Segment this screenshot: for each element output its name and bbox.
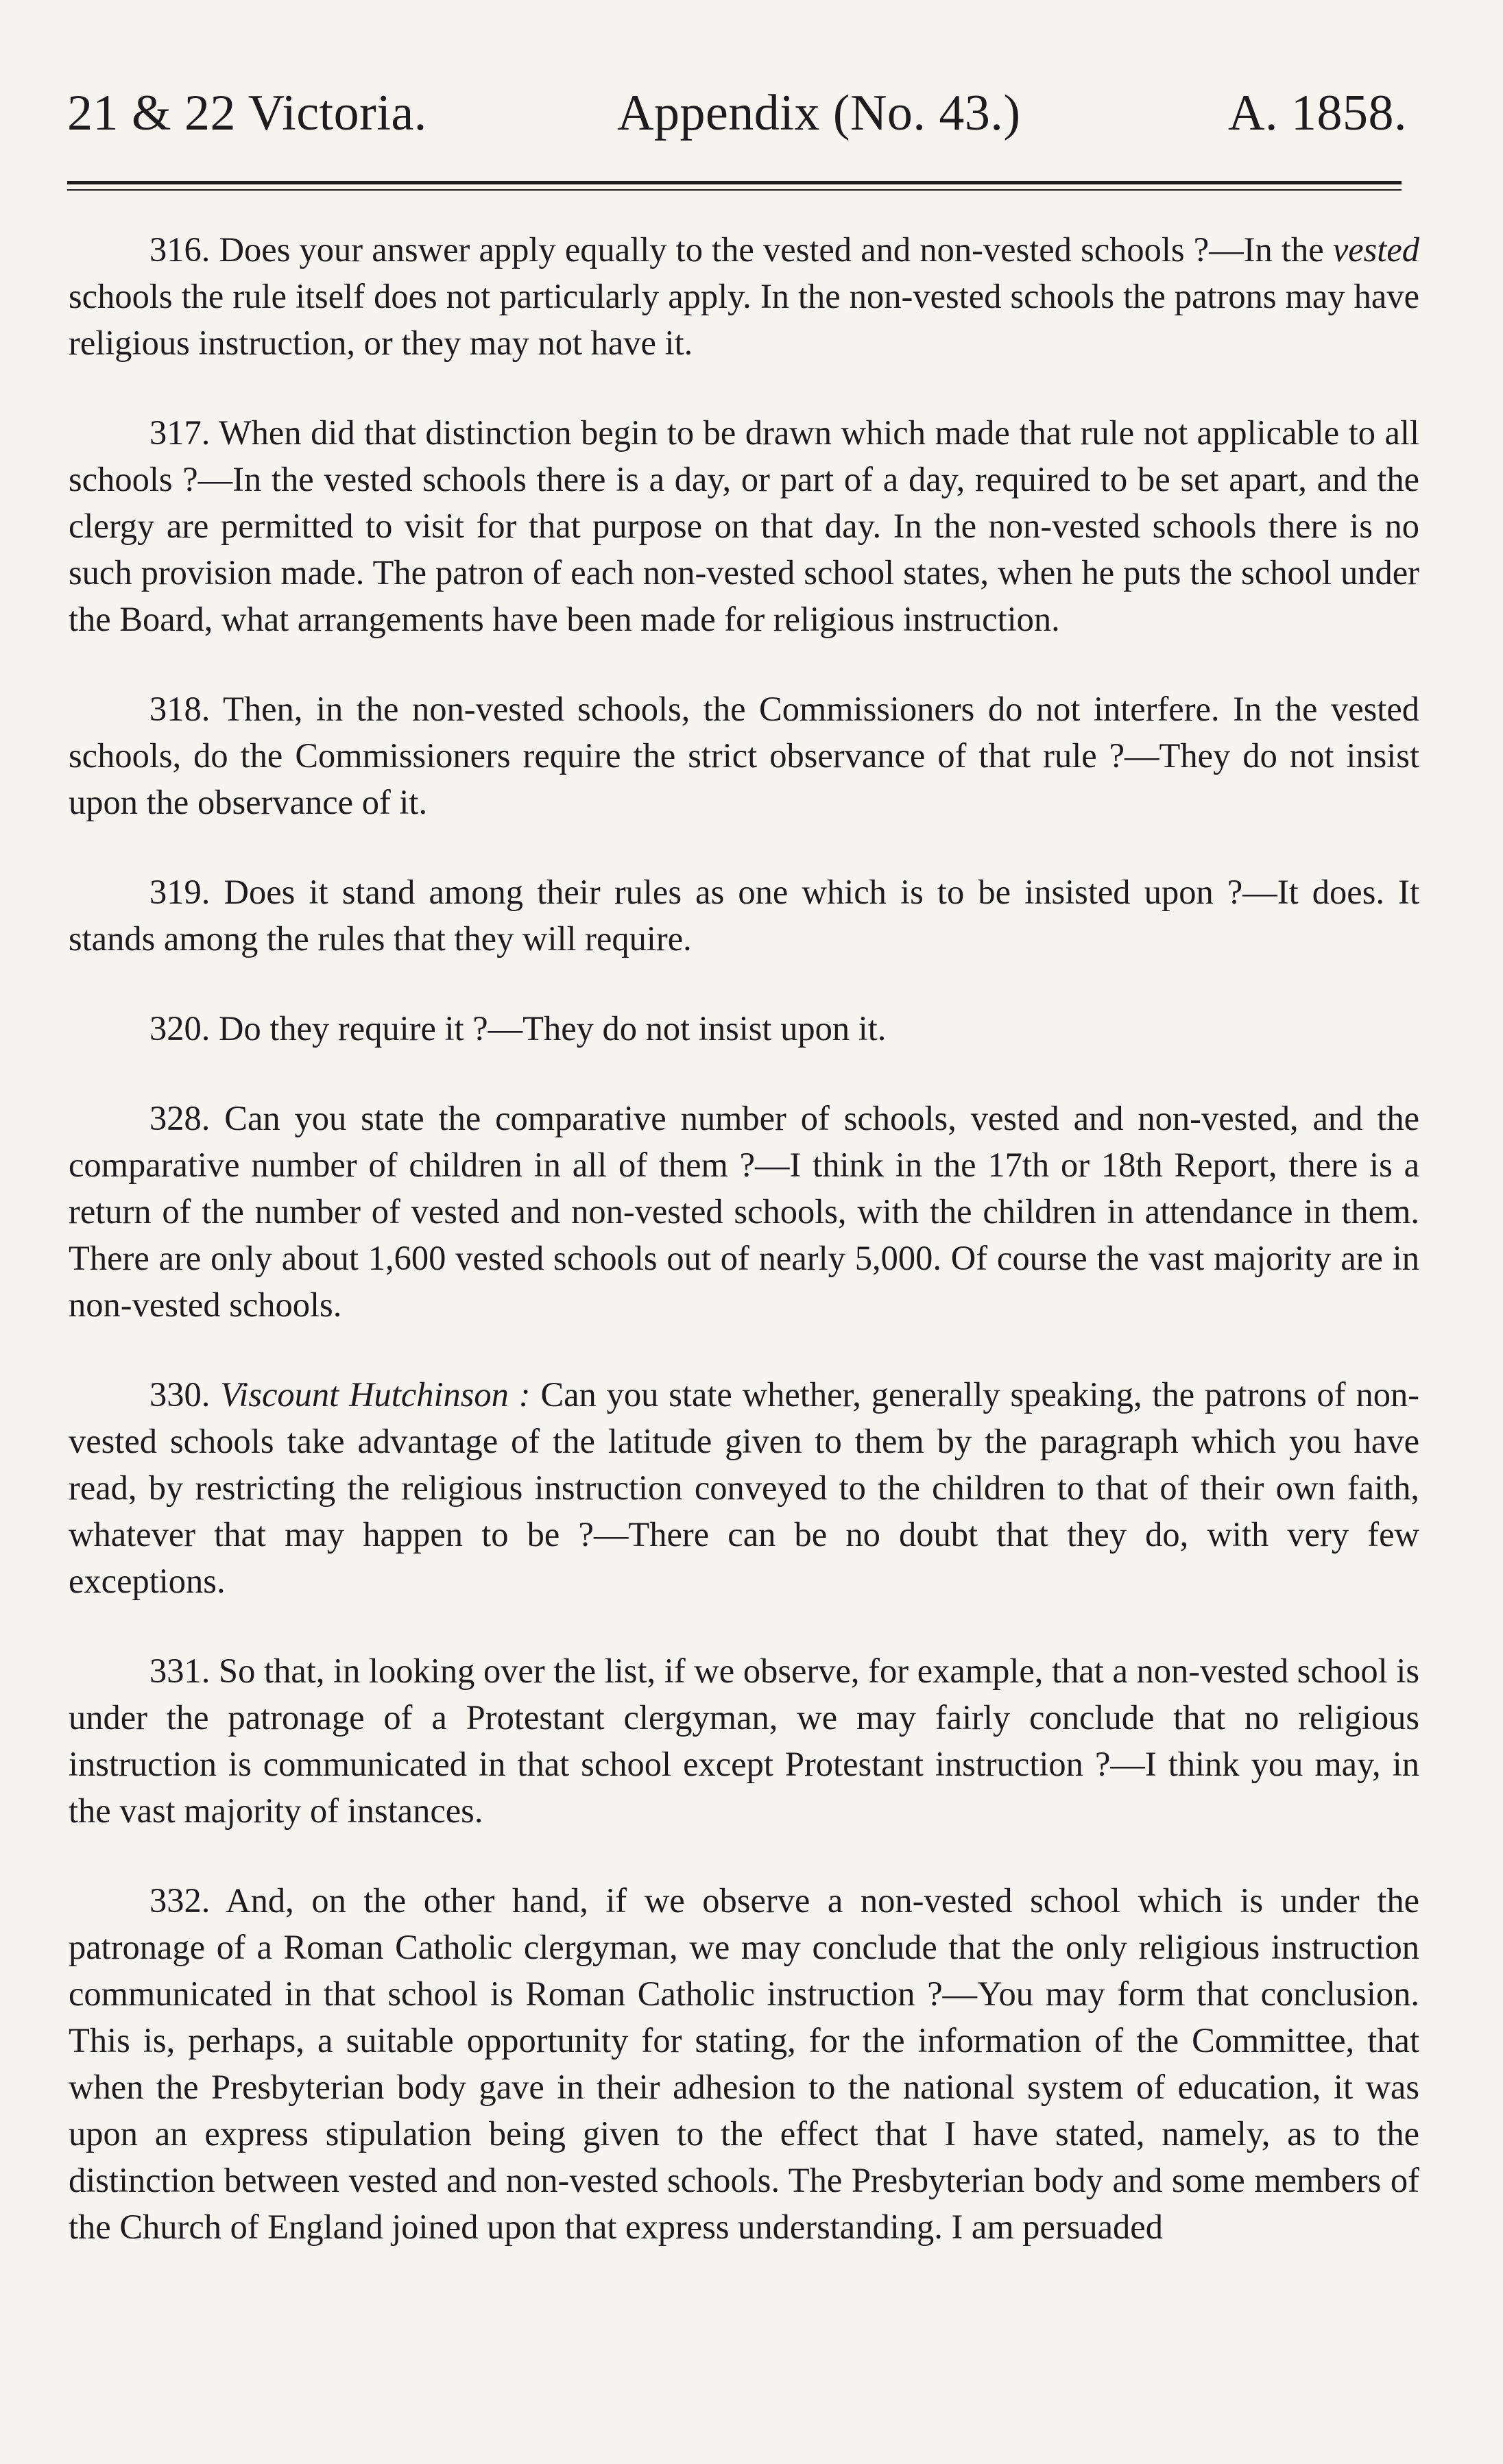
header-year: A. 1858. <box>1228 85 1407 141</box>
header-appendix-title: Appendix (No. 43.) <box>617 85 1021 141</box>
header-rule-thin <box>67 189 1402 191</box>
question-number: 316. <box>149 230 211 269</box>
paragraph-text: Does it stand among their rules as one which is to be insisted upon ?—It does. It stands among the rules that they will require. <box>69 873 1419 958</box>
body-text <box>69 226 1419 2250</box>
header-session: 21 & 22 Victoria. <box>67 85 427 141</box>
paragraph-text: Do they require it ?—They do not insist upon it. <box>219 1009 887 1048</box>
question-number: 332. <box>149 1881 211 1920</box>
question-number: 331. <box>149 1652 211 1690</box>
header-rule-thick <box>67 181 1402 184</box>
paragraph-text: So that, in looking over the list, if we observe, for example, that a non-vested school is under the patronage of a Protestant clergyman, we may fairly conclude that no religious instruction is communicated in that school except Protestant instruction ?—I think you may, in the vast majority of instances. <box>69 1652 1419 1830</box>
running-header <box>0 0 1503 192</box>
question-number: 330. <box>149 1375 211 1414</box>
paragraph-316 <box>69 226 1419 366</box>
paragraph-text-lead: Does your answer apply equally to the vested and non-vested schools ?—In the <box>219 230 1324 269</box>
paragraph-319 <box>69 869 1419 962</box>
paragraph-332 <box>69 1877 1419 2250</box>
paragraph-328 <box>69 1095 1419 1328</box>
paragraph-text-rest: schools the rule itself does not particularly apply. In the non-vested schools the patrons may have religious instruction, or they may not have it. <box>69 277 1419 362</box>
paragraph-text-emphasis: vested <box>1332 230 1419 269</box>
paragraph-text: Then, in the non-vested schools, the Commissioners do not interfere. In the vested schools, do the Commissioners require the strict observance of that rule ?—They do not insist upon the observance of it. <box>69 690 1419 821</box>
paragraph-text: Can you state the comparative number of schools, vested and non-vested, and the comparative number of children in all of them ?—I think in the 17th or 18th Report, there is a return of the number of vested and non-vested schools, with the children in attendance in them. There are only about 1,600 vested schools out of nearly 5,000. Of course the vast majority are in non-vested schools. <box>69 1099 1420 1324</box>
question-number: 318. <box>149 690 211 728</box>
paragraph-320 <box>69 1005 1419 1052</box>
question-number: 328. <box>149 1099 211 1137</box>
question-number: 317. <box>149 413 211 452</box>
paragraph-331 <box>69 1647 1419 1834</box>
question-number: 319. <box>149 873 211 911</box>
paragraph-317 <box>69 409 1419 642</box>
speaker-name: Viscount Hutchinson : <box>220 1375 531 1414</box>
paragraph-text: When did that distinction begin to be drawn which made that rule not applicable to all schools ?—In the vested schools there is a day, or part of a day, required to be set apart, and the clergy are permitted to visit for that purpose on that day. In the non-vested schools there is no such provision made. The patron of each non-vested school states, when he puts the school under the Board, what arrangements have been made for religious instruction. <box>69 413 1419 638</box>
paragraph-text: Can you state whether, generally speaking, the patrons of non-vested schools take advantage of the latitude given to them by the paragraph which you have read, by restricting the religious instruction conveyed to the children to that of their own faith, whatever that may happen to be ?—There can be no doubt that they do, with very few exceptions. <box>69 1375 1420 1600</box>
paragraph-330 <box>69 1371 1419 1604</box>
paragraph-text: And, on the other hand, if we observe a non-vested school which is under the patronage of a Roman Catholic clergyman, we may conclude that the only religious instruction communicated in that school is Roman Catholic instruction ?—You may form that conclusion. This is, perhaps, a suitable opportunity for stating, for the information of the Committee, that when the Presbyterian body gave in their adhesion to the national system of education, it was upon an express stipulation being given to the effect that I have stated, namely, as to the distinction between vested and non-vested schools. The Presbyterian body and some members of the Church of England joined upon that express understanding. I am persuaded <box>69 1881 1419 2246</box>
question-number: 320. <box>149 1009 211 1048</box>
paragraph-318 <box>69 686 1419 825</box>
